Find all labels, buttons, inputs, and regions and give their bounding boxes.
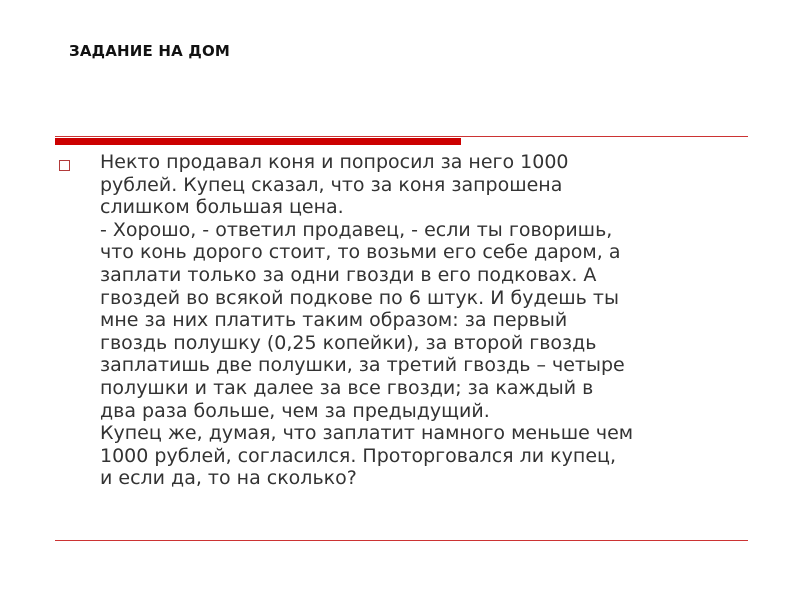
- top-divider-thin: [55, 136, 748, 137]
- slide-title: ЗАДАНИЕ НА ДОМ: [69, 42, 231, 60]
- hollow-square-bullet-icon: [59, 160, 70, 171]
- task-paragraph: Некто продавал коня и попросил за него 1000 рублей. Купец сказал, что за коня запрошена слишком большая цена. - Хорошо, - ответил продавец, - если ты говоришь, что конь дорого стоит, то возьми его себе даром, а заплати только за одни гвозди в его подковах. А гвоздей во всякой подкове по 6 штук. И будешь ты мне за них платить таким образом: за первый гвоздь полушку (0,25 копейки), за второй гвоздь заплатишь две полушки, за третий гвоздь – четыре полушки и так далее за все гвозди; за каждый в два раза больше, чем за предыдущий. Купец же, думая, что заплатит намного меньше чем 1000 рублей, согласился. Проторговался ли купец, и если да, то на сколько?: [100, 151, 634, 490]
- bottom-divider: [55, 540, 748, 541]
- top-divider-accent-bar: [55, 138, 461, 145]
